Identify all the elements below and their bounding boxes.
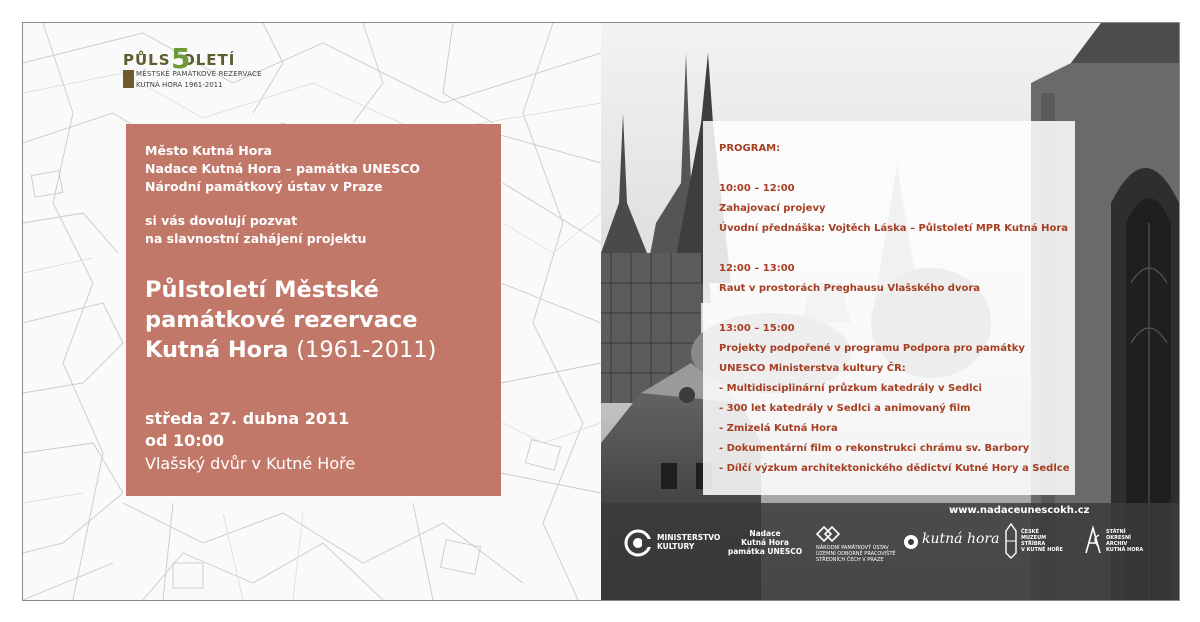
program-heading: PROGRAM: — [719, 143, 781, 154]
program-item: Projekty podpořené v programu Podpora pro památky — [719, 343, 1025, 354]
nadace-label: Nadace Kutná Hora památka UNESCO — [727, 529, 803, 556]
kutna-hora-logo-icon — [903, 534, 919, 550]
program-item: - Dílčí výzkum architektonického dědictví Kutné Hory a Sedlce — [719, 463, 1070, 474]
logo-mark-icon — [123, 70, 134, 88]
organizer-2: Nadace Kutná Hora – památka UNESCO — [145, 161, 421, 176]
archive-logo-icon — [1083, 525, 1103, 557]
invitation-card — [22, 22, 1180, 601]
program-time-2: 12:00 – 13:00 — [719, 263, 795, 274]
program-item: - Dokumentární film o rekonstrukci chrámu sv. Barbory — [719, 443, 1030, 454]
archive-label: STÁTNÍ OKRESNÍ ARCHIV KUTNÁ HORA — [1106, 529, 1144, 553]
event-time: od 10:00 — [145, 431, 224, 450]
pulstoleti-logo — [123, 42, 263, 97]
logo-five-numeral: 5 — [171, 42, 191, 75]
museum-label: ČESKÉ MUZEUM STŘÍBRA V KUTNÉ HOŘE — [1021, 529, 1063, 553]
program-item: - Zmizelá Kutná Hora — [719, 423, 838, 434]
headline-line-3 — [145, 337, 436, 363]
ministry-label: MINISTERSTVO KULTURY — [657, 533, 721, 551]
invite-line-1: si vás dovolují pozvat — [145, 213, 298, 228]
headline-years: (1961-2011) — [296, 337, 437, 363]
organizer-3: Národní památkový ústav v Praze — [145, 179, 383, 194]
program-item: - 300 let katedrály v Sedlci a animovaný film — [719, 403, 971, 414]
headline-city: Kutná Hora — [145, 337, 289, 363]
invitation-box — [126, 124, 501, 496]
event-place: Vlašský dvůr v Kutné Hoře — [145, 454, 356, 473]
headline-line-2: památkové rezervace — [145, 307, 418, 333]
program-item: - Multidisciplinární průzkum katedrály v Sedlci — [719, 383, 982, 394]
organizer-1: Město Kutná Hora — [145, 143, 272, 158]
program-time-3: 13:00 – 15:00 — [719, 323, 795, 334]
program-item: UNESCO Ministerstva kultury ČR: — [719, 363, 906, 374]
program-item: Zahajovací projevy — [719, 203, 826, 214]
logo-title: PŮLS OLETÍ — [123, 51, 236, 69]
invite-line-2: na slavnostní zahájení projektu — [145, 231, 367, 246]
ministry-logo-icon — [624, 529, 652, 557]
logo-years: KUTNÁ HORA 1961-2011 — [136, 81, 223, 89]
photo-panel — [601, 23, 1179, 600]
program-box — [703, 121, 1075, 495]
headline-line-1: Půlstoletí Městské — [145, 277, 379, 303]
npu-logo-icon — [815, 525, 841, 543]
kutna-hora-label: kutná hora — [922, 531, 1000, 547]
program-item: Raut v prostorách Preghausu Vlašského dvora — [719, 283, 981, 294]
program-item: Úvodní přednáška: Vojtěch Láska – Půlstoletí MPR Kutná Hora — [719, 223, 1069, 234]
logo-subtitle: MĚSTSKÉ PAMÁTKOVÉ REZERVACE — [136, 70, 262, 78]
map-panel — [23, 23, 601, 600]
npu-label: NÁRODNÍ PAMÁTKOVÝ ÚSTAV ÚZEMNÍ ODBORNÉ PRACOVIŠTĚ STŘEDNÍCH ČECH V PRAZE — [816, 545, 896, 563]
program-time-1: 10:00 – 12:00 — [719, 183, 795, 194]
event-date: středa 27. dubna 2011 — [145, 409, 350, 428]
museum-logo-icon — [1004, 523, 1018, 559]
website-link[interactable]: www.nadaceunescokh.cz — [949, 505, 1090, 516]
